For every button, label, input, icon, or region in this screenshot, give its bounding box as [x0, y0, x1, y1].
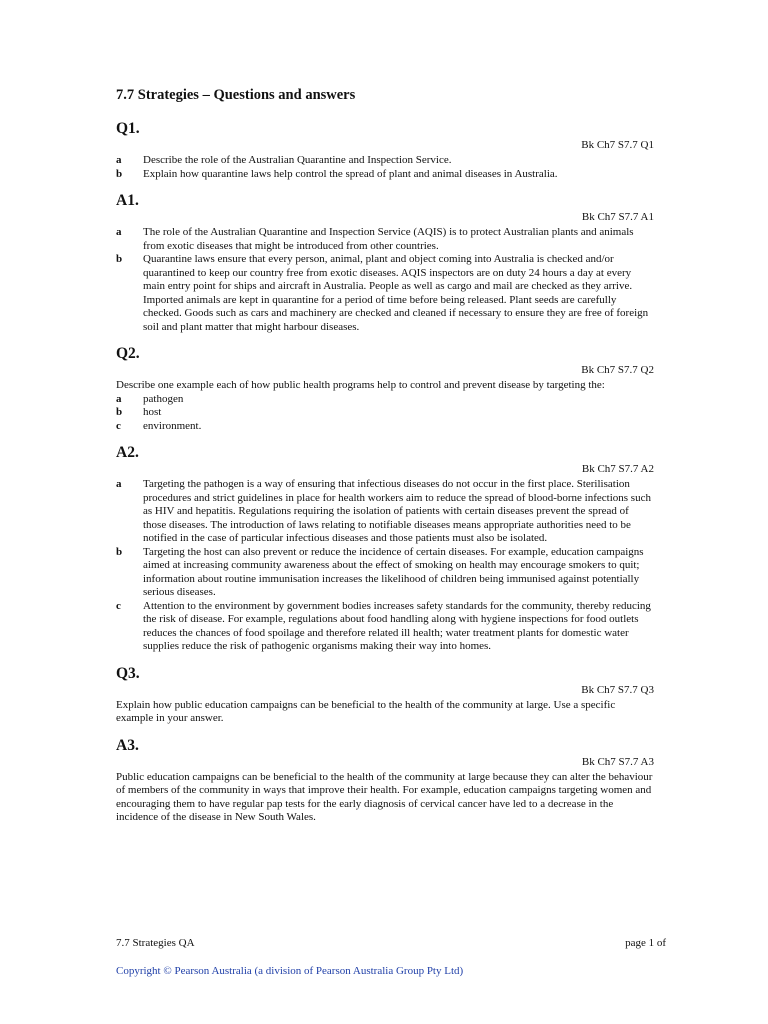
item-label: c: [116, 599, 121, 612]
footer-left-text: 7.7 Strategies QA: [116, 937, 195, 949]
book-reference: Bk Ch7 S7.7 Q2: [581, 364, 654, 376]
document-body: [116, 87, 654, 836]
section-heading: A2.: [116, 444, 139, 461]
list-item: [116, 478, 654, 546]
list-item: [116, 253, 654, 334]
book-reference: Bk Ch7 S7.7 Q1: [581, 139, 654, 151]
list-item: [116, 168, 654, 182]
copyright-notice: Copyright © Pearson Australia (a division of Pearson Australia Group Pty Ltd): [116, 965, 464, 977]
item-text: The role of the Australian Quarantine and Inspection Service (AQIS) is to protect Australian plants and animals from exotic diseases that might be introduced from other countries.: [143, 226, 634, 252]
sections-container: [116, 120, 654, 825]
qa-section: [116, 120, 654, 181]
qa-section: [116, 192, 654, 334]
item-text: Targeting the host can also prevent or reduce the incidence of certain diseases. For example, education campaigns aimed at increasing community awareness about the effect of smoking on health may encourage smokers to quit; information about routine immunisation increases the likelihood of children being immunised against potentially serious diseases.: [143, 545, 644, 598]
item-label: a: [116, 392, 122, 405]
section-heading: Q3.: [116, 664, 140, 682]
list-item: [116, 154, 654, 168]
list-item: [116, 600, 654, 654]
book-reference: Bk Ch7 S7.7 A3: [581, 755, 654, 768]
book-reference: Bk Ch7 S7.7 Q3: [581, 683, 654, 696]
list-item: [116, 420, 654, 434]
list-item: [116, 546, 654, 600]
item-text: Attention to the environment by government bodies increases safety standards for the community, thereby reducing the risk of disease. For example, regulations about food handling along with hygiene inspections for food outlets reduces the chances of food spoilage and therefore related ill health; water treatment plants for domestic water supplies reduce the risk of pathogenic organisms making their way into homes.: [143, 599, 651, 652]
qa-section: [116, 665, 654, 726]
section-heading: Q2.: [116, 345, 140, 362]
qa-section: [116, 737, 654, 825]
page-footer: [116, 937, 666, 950]
page-number: page 1 of: [625, 937, 666, 949]
list-item: [116, 393, 654, 407]
section-heading: Q1.: [116, 120, 140, 137]
item-text: Describe the role of the Australian Quarantine and Inspection Service.: [143, 154, 452, 166]
item-label: c: [116, 419, 121, 432]
section-paragraph: Explain how public education campaigns can be beneficial to the health of the community at large. Use a specific example in your answer.: [116, 698, 616, 724]
list-item: [116, 226, 654, 253]
item-label: b: [116, 545, 123, 558]
item-label: a: [116, 478, 122, 490]
item-text: host: [143, 406, 162, 418]
list-item: [116, 406, 654, 420]
qa-section: [116, 345, 654, 433]
book-reference: Bk Ch7 S7.7 A1: [581, 211, 654, 223]
item-text: Quarantine laws ensure that every person, animal, plant and object coming into Australia is checked and/or quarantined to keep our country free from exotic diseases. AQIS inspectors are on duty 24 hours a day at every main entry point for ships and aircraft in Australia. People as well as cargo and mail are checked as they arrive. Imported animals are kept in quarantine for a period of time before being released. Plant seeds are carefully checked. Goods such as cars and machinery are checked and cleaned if necessary to ensure they are free of foreign soil and plant matter that might harbour diseases.: [143, 253, 649, 333]
item-text: pathogen: [143, 392, 184, 405]
item-label: b: [116, 253, 123, 265]
qa-section: [116, 444, 654, 654]
section-heading: A1.: [116, 192, 139, 209]
item-text: Explain how quarantine laws help control the spread of plant and animal diseases in Australia.: [143, 167, 558, 180]
section-paragraph: Describe one example each of how public health programs help to control and prevent disease by targeting the:: [116, 379, 605, 391]
item-text: environment.: [143, 419, 202, 432]
item-label: a: [116, 226, 122, 238]
item-label: a: [116, 154, 122, 166]
section-paragraph: Public education campaigns can be beneficial to the health of the community at large because they can alter the behaviour of members of the community in ways that improve their health. For example, education campaigns targeting women and encouraging them to have regular pap tests for the early diagnosis of cervical cancer have led to a decrease in the incidence of the disease in New South Wales.: [116, 770, 653, 823]
item-label: b: [116, 406, 123, 418]
item-label: b: [116, 167, 123, 180]
book-reference: Bk Ch7 S7.7 A2: [581, 463, 654, 475]
section-heading: A3.: [116, 736, 139, 754]
page-title: 7.7 Strategies – Questions and answers: [116, 87, 356, 103]
item-text: Targeting the pathogen is a way of ensuring that infectious diseases do not occur in the first place. Sterilisation procedures and strict guidelines in place for health workers aim to reduce the spread of blood-borne infections such as HIV and hepatitis. Regulations requiring the isolation of patients with certain diseases prevent the spread of those diseases. The introduction of laws relating to notifiable diseases means appropriate authorities need to be notified in the case of particular infectious diseases and those patients must also be isolated.: [143, 478, 651, 544]
